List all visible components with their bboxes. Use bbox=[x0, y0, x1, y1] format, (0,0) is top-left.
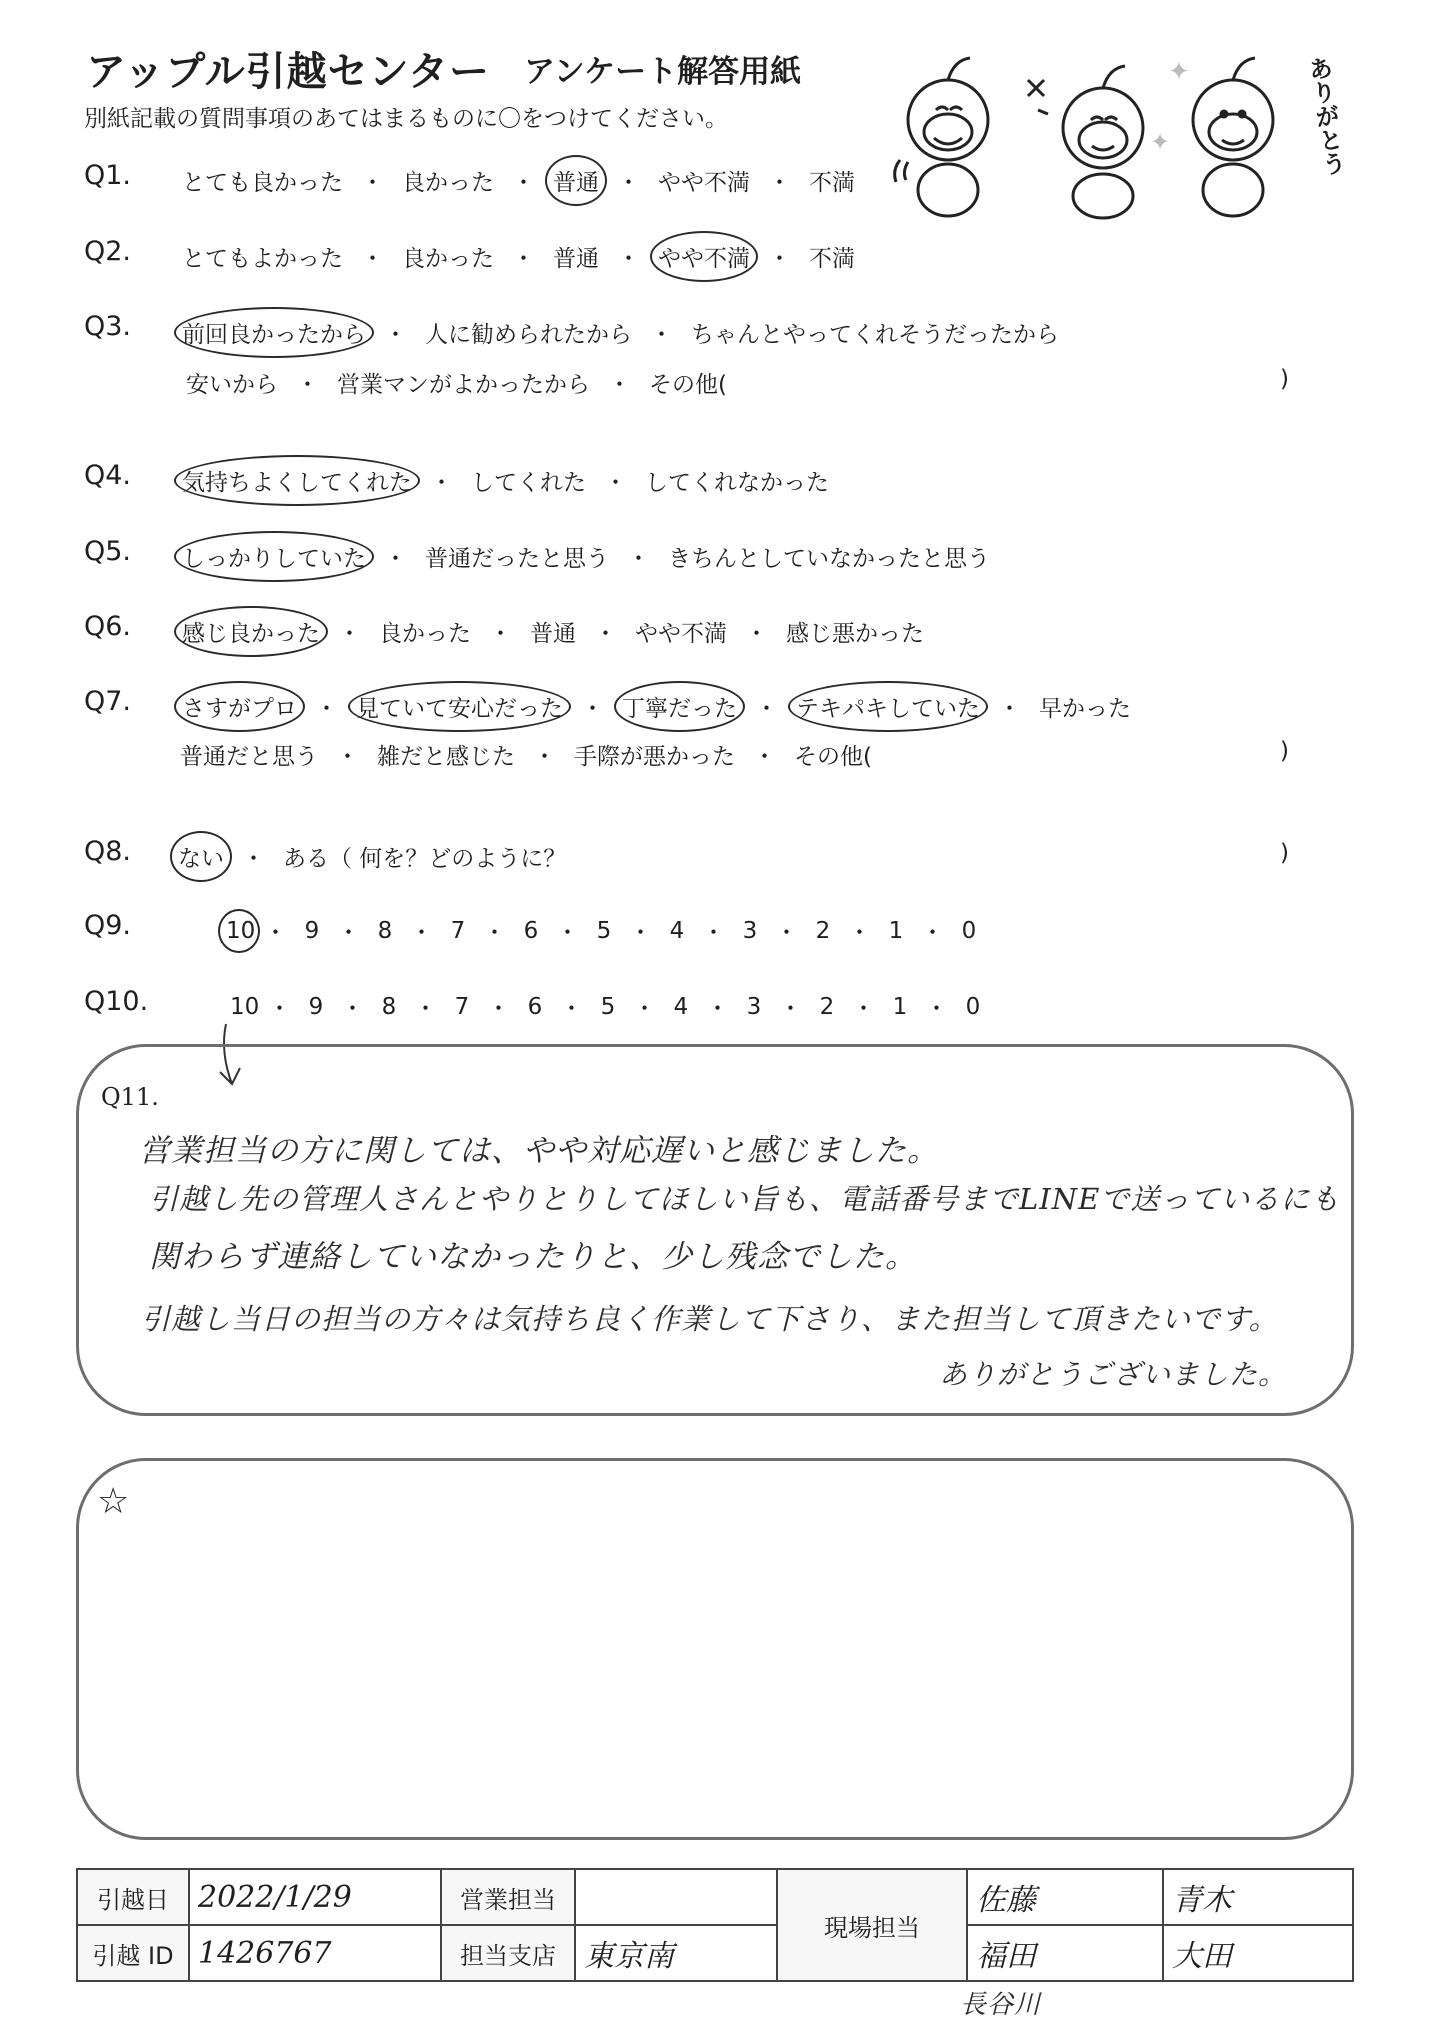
q3-option[interactable]: 人に勧められたから bbox=[425, 322, 632, 348]
q7-option-selected[interactable]: 見ていて安心だった bbox=[356, 690, 563, 723]
q9-option[interactable]: 5 bbox=[596, 917, 612, 944]
q6-label: Q6. bbox=[84, 611, 132, 642]
q2-option-selected[interactable]: やや不満 bbox=[658, 240, 750, 273]
q8-paren-close: ) bbox=[1280, 840, 1289, 866]
q11-line-3: 関わらず連絡していなかったりと、少し残念でした。 bbox=[149, 1239, 917, 1275]
q9-option[interactable]: 7 bbox=[450, 917, 466, 944]
move-id-label: 引越 ID bbox=[77, 1925, 189, 1981]
q9-option[interactable]: 3 bbox=[742, 917, 758, 944]
q6-option[interactable]: やや不満 bbox=[635, 621, 727, 647]
q10-option[interactable]: 1 bbox=[892, 993, 908, 1020]
field-staff-2[interactable]: 青木 bbox=[1163, 1869, 1353, 1925]
q3-option-other[interactable]: その他( bbox=[649, 372, 727, 398]
q5-label: Q5. bbox=[84, 536, 132, 567]
q11-line-1: 営業担当の方に関しては、やや対応遅いと感じました。 bbox=[139, 1133, 939, 1169]
q10-option[interactable]: 7 bbox=[454, 993, 470, 1020]
q1-options: とても良かった ・ 良かった ・ 普通 ・ やや不満 ・ 不満 bbox=[182, 164, 855, 197]
form-title: アンケート解答用紙 bbox=[524, 54, 802, 90]
q5-option[interactable]: 普通だったと思う bbox=[425, 546, 609, 572]
q11-label: Q11. bbox=[101, 1083, 159, 1111]
field-staff-1[interactable]: 佐藤 bbox=[967, 1869, 1163, 1925]
q4-options: 気持ちよくしてくれた ・ してくれた ・ してくれなかった bbox=[182, 464, 829, 497]
q11-line-2: 引越し先の管理人さんとやりとりしてほしい旨も、電話番号までLINEで送っているにも bbox=[149, 1182, 1341, 1216]
q10-option[interactable]: 0 bbox=[965, 993, 981, 1020]
q3-paren-close: ) bbox=[1280, 366, 1289, 392]
q7-option-selected[interactable]: 丁寧だった bbox=[622, 690, 737, 723]
q5-option-selected[interactable]: しっかりしていた bbox=[182, 540, 366, 573]
q6-option[interactable]: 普通 bbox=[530, 621, 576, 647]
thanks-text: ありがとう bbox=[1302, 54, 1348, 178]
field-staff-5: 長谷川 bbox=[960, 1990, 1042, 2020]
q9-option[interactable]: 0 bbox=[961, 917, 977, 944]
brand-name: アップル引越センター bbox=[86, 49, 490, 95]
q3-option[interactable]: ちゃんとやってくれそうだったから bbox=[691, 322, 1059, 348]
q10-option[interactable]: 5 bbox=[600, 993, 616, 1020]
q1-option[interactable]: やや不満 bbox=[658, 170, 750, 196]
field-staff-4[interactable]: 大田 bbox=[1163, 1925, 1353, 1981]
q10-option[interactable]: 8 bbox=[381, 993, 397, 1020]
q2-option[interactable]: 不満 bbox=[809, 246, 855, 272]
q10-option[interactable]: 6 bbox=[527, 993, 543, 1020]
field-staff-label: 現場担当 bbox=[777, 1869, 967, 1981]
q11-comment-box[interactable] bbox=[76, 1044, 1354, 1416]
q5-options: しっかりしていた ・ 普通だったと思う ・ きちんとしていなかったと思う bbox=[182, 540, 990, 573]
q2-option[interactable]: とてもよかった bbox=[182, 246, 343, 272]
q11-line-5: ありがとうございました。 bbox=[939, 1358, 1288, 1391]
q10-option[interactable]: 3 bbox=[746, 993, 762, 1020]
q7-options-row2: 普通だと思う ・ 雑だと感じた ・ 手際が悪かった ・ その他( bbox=[180, 738, 872, 771]
q9-option[interactable]: 2 bbox=[815, 917, 831, 944]
q9-option[interactable]: 8 bbox=[377, 917, 393, 944]
q9-option[interactable]: 9 bbox=[304, 917, 320, 944]
q9-scale: 10 ・ 9 ・ 8 ・ 7 ・ 6 ・ 5 ・ 4 ・ 3 ・ 2 ・ 1 ・ 0 bbox=[226, 914, 982, 947]
q8-option[interactable]: ある（ 何を？どのように？ bbox=[283, 846, 567, 872]
q8-label: Q8. bbox=[84, 836, 132, 867]
q3-option[interactable]: 営業マンがよかったから bbox=[337, 372, 590, 398]
move-date-label: 引越日 bbox=[77, 1869, 189, 1925]
q1-option[interactable]: とても良かった bbox=[182, 170, 343, 196]
q6-option[interactable]: 感じ悪かった bbox=[786, 621, 924, 647]
q2-option[interactable]: 良かった bbox=[402, 246, 494, 272]
q10-label: Q10. bbox=[84, 986, 149, 1017]
q6-option[interactable]: 良かった bbox=[379, 621, 471, 647]
q4-option[interactable]: してくれた bbox=[471, 470, 586, 496]
q3-options-row2: 安いから ・ 営業マンがよかったから ・ その他( bbox=[186, 366, 727, 399]
svg-text:✦: ✦ bbox=[1150, 128, 1171, 156]
branch-label: 担当支店 bbox=[441, 1925, 575, 1981]
q1-option[interactable]: 不満 bbox=[809, 170, 855, 196]
svg-text:✦: ✦ bbox=[1168, 57, 1190, 87]
mascot-monkeys-icon bbox=[888, 50, 1358, 220]
q7-option[interactable]: 早かった bbox=[1039, 696, 1131, 722]
star-comment-box[interactable] bbox=[76, 1458, 1354, 1840]
q3-option[interactable]: 安いから bbox=[186, 372, 278, 398]
q3-label: Q3. bbox=[84, 311, 132, 342]
q5-option[interactable]: きちんとしていなかったと思う bbox=[668, 546, 990, 572]
q7-label: Q7. bbox=[84, 686, 132, 717]
field-staff-3[interactable]: 福田 bbox=[967, 1925, 1163, 1981]
q9-option-selected[interactable]: 10 bbox=[226, 917, 256, 944]
q11-line-4: 引越し当日の担当の方々は気持ち良く作業して下さり、また担当して頂きたいです。 bbox=[141, 1302, 1279, 1336]
branch-value[interactable]: 東京南 bbox=[575, 1925, 777, 1981]
move-id-value[interactable]: 1426767 bbox=[189, 1925, 441, 1981]
sales-rep-value[interactable] bbox=[575, 1869, 777, 1925]
sales-rep-label: 営業担当 bbox=[441, 1869, 575, 1925]
q3-options: 前回良かったから ・ 人に勧められたから ・ ちゃんとやってくれそうだったから bbox=[182, 316, 1059, 349]
q10-scale: 10 ・ 9 ・ 8 ・ 7 ・ 6 ・ 5 ・ 4 ・ 3 ・ 2 ・ 1 ・ 0 bbox=[230, 990, 986, 1023]
q9-option[interactable]: 4 bbox=[669, 917, 685, 944]
q10-option[interactable]: 2 bbox=[819, 993, 835, 1020]
q4-option-selected[interactable]: 気持ちよくしてくれた bbox=[182, 464, 412, 497]
q1-label: Q1. bbox=[84, 160, 132, 191]
q10-option[interactable]: 9 bbox=[308, 993, 324, 1020]
q10-option[interactable]: 4 bbox=[673, 993, 689, 1020]
mascot-illustration bbox=[888, 50, 1358, 220]
q7-option[interactable]: 雑だと感じた bbox=[377, 744, 515, 770]
q1-option[interactable]: 良かった bbox=[402, 170, 494, 196]
q7-option[interactable]: 手際が悪かった bbox=[574, 744, 735, 770]
q4-option[interactable]: してくれなかった bbox=[645, 470, 829, 496]
q10-option[interactable]: 10 bbox=[230, 993, 260, 1020]
q7-option-selected[interactable]: さすがプロ bbox=[182, 690, 297, 723]
q2-option[interactable]: 普通 bbox=[553, 246, 599, 272]
move-date-value[interactable]: 2022/1/29 bbox=[189, 1869, 441, 1925]
q7-option-other[interactable]: その他( bbox=[794, 744, 872, 770]
q4-label: Q4. bbox=[84, 460, 132, 491]
q9-option[interactable]: 6 bbox=[523, 917, 539, 944]
instructions: 別紙記載の質問事項のあてはまるものに〇をつけてください。 bbox=[84, 106, 728, 132]
q7-option[interactable]: 普通だと思う bbox=[180, 744, 318, 770]
q7-option-selected[interactable]: テキパキしていた bbox=[796, 690, 980, 723]
q7-paren-close: ) bbox=[1280, 738, 1289, 764]
q8-option-selected[interactable]: ない bbox=[178, 840, 224, 873]
q1-option-selected[interactable]: 普通 bbox=[553, 164, 599, 197]
q2-options: とてもよかった ・ 良かった ・ 普通 ・ やや不満 ・ 不満 bbox=[182, 240, 855, 273]
q6-option-selected[interactable]: 感じ良かった bbox=[182, 615, 320, 648]
q6-options: 感じ良かった ・ 良かった ・ 普通 ・ やや不満 ・ 感じ悪かった bbox=[182, 615, 924, 648]
q8-options: ない ・ ある（ 何を？どのように？ bbox=[178, 840, 566, 873]
q9-option[interactable]: 1 bbox=[888, 917, 904, 944]
q3-option-selected[interactable]: 前回良かったから bbox=[182, 316, 366, 349]
star-icon: ☆ bbox=[97, 1481, 130, 1522]
move-info-table bbox=[76, 1868, 1354, 1982]
q7-options: さすがプロ ・ 見ていて安心だった ・ 丁寧だった ・ テキパキしていた ・ 早かった bbox=[182, 690, 1131, 723]
q2-label: Q2. bbox=[84, 236, 132, 267]
q9-label: Q9. bbox=[84, 910, 132, 941]
